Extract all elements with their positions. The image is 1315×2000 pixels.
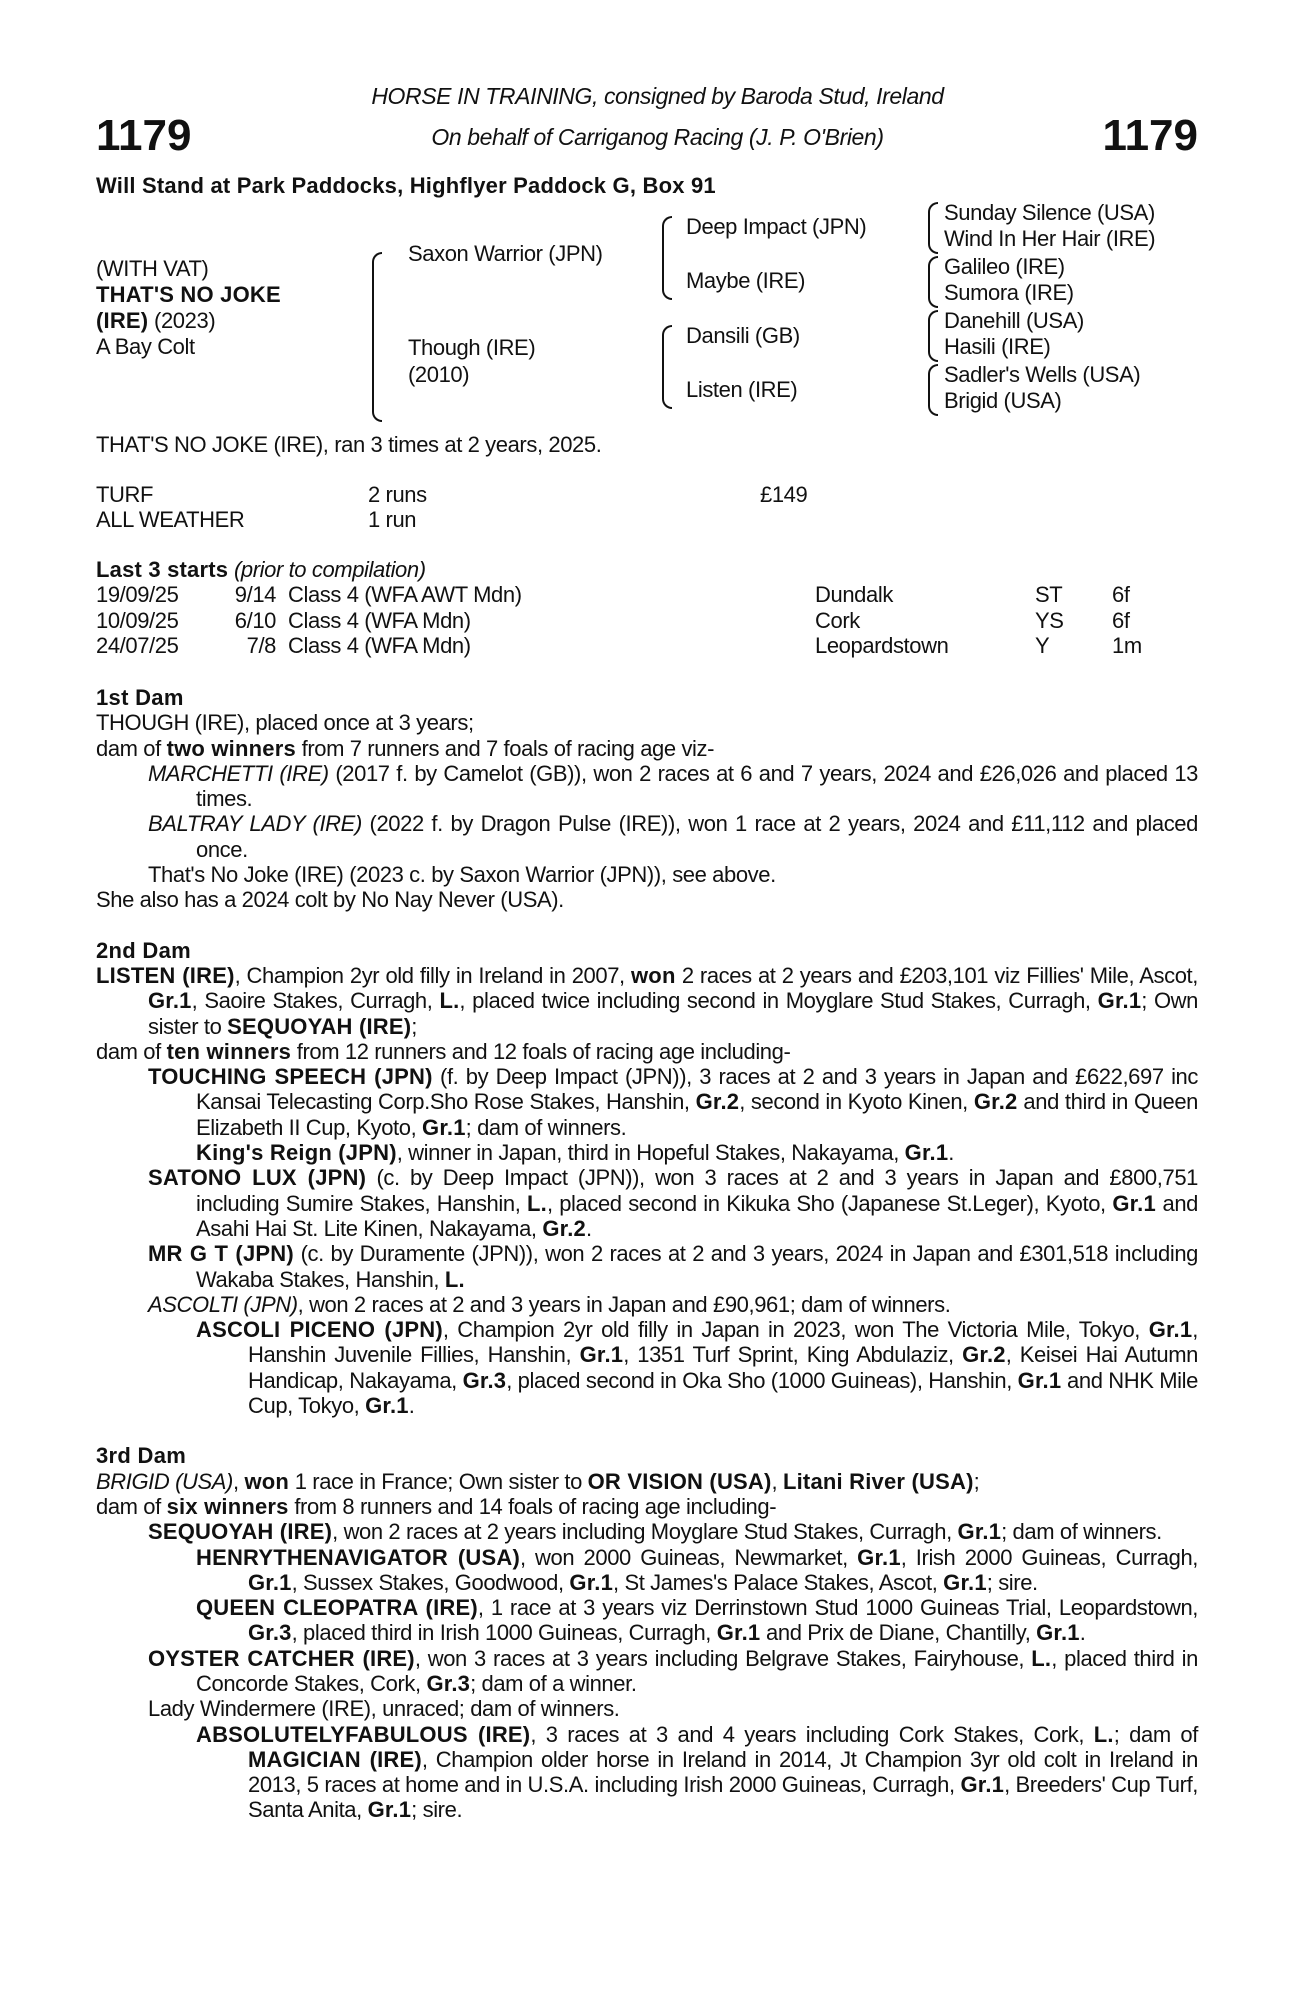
bold-text: ABSOLUTELYFABULOUS (IRE) bbox=[196, 1721, 531, 1747]
lot-number-right: 1179 bbox=[1102, 111, 1198, 160]
bold-text: OYSTER CATCHER (IRE) bbox=[148, 1645, 415, 1671]
bold-text: L. bbox=[526, 1190, 547, 1216]
bold-text: Gr.1 bbox=[1112, 1190, 1156, 1216]
bold-text: Gr.1 bbox=[569, 1569, 614, 1595]
text: , Champion 2yr old filly in Japan in 2023, won The Victoria Mile, Tokyo, bbox=[442, 1317, 1149, 1343]
section-title: 1st Dam bbox=[96, 685, 184, 710]
italic-text: BRIGID (USA) bbox=[96, 1468, 233, 1494]
bold-text: L. bbox=[1031, 1645, 1052, 1671]
ggs: Hasili (IRE) bbox=[944, 334, 1051, 359]
text: , Saoire Stakes, Curragh, bbox=[191, 988, 440, 1014]
pedigree-brace bbox=[928, 364, 938, 416]
bold-text: two winners bbox=[166, 735, 296, 761]
text: ; dam of bbox=[1113, 1721, 1198, 1747]
start-going: ST bbox=[1035, 582, 1063, 607]
entry bbox=[196, 1317, 1198, 1418]
text: and NHK Mile Cup, Tokyo, bbox=[248, 1367, 1198, 1419]
bold-text: SEQUOYAH (IRE) bbox=[227, 1013, 412, 1039]
text: . bbox=[1079, 1620, 1086, 1646]
bold-text: won bbox=[631, 962, 676, 988]
bold-text: Gr.3 bbox=[426, 1670, 471, 1696]
runs: 1 run bbox=[368, 507, 417, 532]
text: , St James's Palace Stakes, Ascot, bbox=[613, 1569, 944, 1595]
text: (c. by Duramente (JPN)), won 2 races at 2 and 3 years, 2024 in Japan and £301,518 including Wakaba Stakes, Hanshin, bbox=[196, 1241, 1199, 1292]
bold-text: Gr.2 bbox=[962, 1342, 1006, 1368]
pedigree-brace bbox=[928, 256, 938, 308]
sire-sire: Deep Impact (JPN) bbox=[686, 214, 867, 239]
ggs: Wind In Her Hair (IRE) bbox=[944, 226, 1156, 251]
text: That's No Joke (IRE) (2023 c. by Saxon Warrior (JPN)), see above. bbox=[148, 862, 776, 888]
dam-sire: Dansili (GB) bbox=[686, 323, 800, 348]
horse-name: THAT'S NO JOKE bbox=[96, 282, 281, 307]
start-dist: 1m bbox=[1112, 633, 1142, 658]
text: , won 3 races at 3 years including Belgrave Stakes, Fairyhouse, bbox=[414, 1645, 1032, 1671]
text: 2 races at 2 years and £203,101 viz Fillies' Mile, Ascot, bbox=[675, 962, 1198, 988]
bold-text: QUEEN CLEOPATRA (IRE) bbox=[196, 1595, 478, 1621]
start-course: Leopardstown bbox=[815, 633, 949, 658]
start-going: Y bbox=[1035, 633, 1050, 658]
dam-year: (2010) bbox=[408, 362, 470, 387]
ggs: Sunday Silence (USA) bbox=[944, 200, 1155, 225]
text: ; bbox=[411, 1013, 417, 1039]
surface: ALL WEATHER bbox=[96, 507, 245, 532]
text: , placed second in Oka Sho (1000 Guineas), Hanshin, bbox=[506, 1367, 1018, 1393]
pedigree-brace bbox=[662, 216, 672, 300]
text: ; Own sister to bbox=[148, 988, 1198, 1039]
entry bbox=[148, 1165, 1198, 1241]
text: , won 2 races at 2 years including Moyglare Stud Stakes, Curragh, bbox=[332, 1519, 958, 1545]
text: from 12 runners and 12 foals of racing age including- bbox=[291, 1038, 791, 1064]
start-course: Cork bbox=[815, 607, 860, 633]
italic-text: BALTRAY LADY (IRE) bbox=[148, 811, 362, 837]
pedigree-notes bbox=[96, 685, 1198, 1823]
horse-origin-year bbox=[96, 308, 215, 334]
text: ; sire. bbox=[411, 1797, 463, 1823]
text: ; dam of winners. bbox=[1001, 1519, 1162, 1545]
dam: Though (IRE) bbox=[408, 335, 536, 360]
bold-text: Gr.1 bbox=[1097, 988, 1142, 1014]
text: , won 2 races at 2 and 3 years in Japan and £90,961; dam of winners. bbox=[297, 1291, 951, 1317]
entry bbox=[148, 1646, 1198, 1697]
start-going: YS bbox=[1035, 607, 1064, 633]
bold-text: Gr.1 bbox=[1036, 1620, 1080, 1646]
bold-text: OR VISION (USA) bbox=[587, 1468, 772, 1494]
entry bbox=[148, 761, 1198, 812]
bold-text: Gr.1 bbox=[960, 1772, 1005, 1798]
bold-text: Gr.1 bbox=[367, 1797, 412, 1823]
bold-text: Gr.1 bbox=[1148, 1317, 1193, 1343]
text: THOUGH (IRE), placed once at 3 years; bbox=[96, 710, 474, 736]
entry bbox=[96, 710, 1198, 735]
sire: Saxon Warrior (JPN) bbox=[408, 241, 603, 266]
entry bbox=[96, 1469, 1198, 1494]
text: . bbox=[408, 1393, 415, 1419]
text: , winner in Japan, third in Hopeful Stakes, Nakayama, bbox=[396, 1140, 905, 1166]
text: , Keisei Hai Autumn Handicap, Nakayama, bbox=[248, 1342, 1198, 1393]
text: (f. by Deep Impact (JPN)), 3 races at 2 and 3 years in Japan and £622,697 inc Kansai Telecasting Corp.Sho Rose Stakes, Hanshin, bbox=[196, 1064, 1198, 1115]
on-behalf-line: On behalf of Carriganog Racing (J. P. O'Brien) bbox=[431, 124, 884, 150]
text: , placed second in Kikuka Sho (Japanese St.Leger), Kyoto, bbox=[546, 1190, 1113, 1216]
surface: TURF bbox=[96, 482, 154, 507]
text: , Hanshin Juvenile Fillies, Hanshin, bbox=[248, 1317, 1199, 1368]
bold-text: six winners bbox=[166, 1493, 289, 1519]
text: , placed third in Concorde Stakes, Cork, bbox=[196, 1645, 1198, 1696]
runs: 2 runs bbox=[368, 482, 427, 507]
text: ; dam of winners. bbox=[465, 1114, 627, 1140]
entry bbox=[96, 1039, 1198, 1064]
text: , bbox=[233, 1468, 245, 1494]
start-dist: 6f bbox=[1112, 582, 1130, 607]
pedigree-brace bbox=[928, 202, 938, 254]
text: , Irish 2000 Guineas, Curragh, bbox=[900, 1544, 1198, 1570]
bold-text: Litani River (USA) bbox=[782, 1468, 974, 1494]
stand-location: Will Stand at Park Paddocks, Highflyer Paddock G, Box 91 bbox=[96, 173, 716, 198]
entry bbox=[148, 811, 1198, 862]
bold-text: L. bbox=[439, 988, 460, 1014]
bold-text: Gr.2 bbox=[695, 1089, 740, 1115]
text: , 3 races at 3 and 4 years including Cork Stakes, Cork, bbox=[530, 1721, 1094, 1747]
text: ; sire. bbox=[986, 1569, 1038, 1595]
start-date: 24/07/25 bbox=[96, 633, 179, 658]
bold-text: Gr.3 bbox=[248, 1620, 292, 1646]
bold-text: Gr.1 bbox=[957, 1519, 1002, 1545]
pedigree-brace bbox=[662, 325, 672, 409]
bold-text: Gr.1 bbox=[248, 1569, 292, 1595]
bold-text: Gr.1 bbox=[579, 1342, 624, 1368]
text: ; dam of a winner. bbox=[470, 1670, 637, 1696]
text: , 1 race at 3 years viz Derrinstown Stud 1000 Guineas Trial, Leopardstown, bbox=[477, 1595, 1198, 1621]
dam-dam: Listen (IRE) bbox=[686, 377, 798, 402]
text: and Asahi Hai St. Lite Kinen, Nakayama, bbox=[196, 1190, 1198, 1241]
pedigree-brace bbox=[928, 310, 938, 362]
entry bbox=[96, 887, 1198, 912]
italic-text: MARCHETTI (IRE) bbox=[148, 760, 329, 786]
text: , Breeders' Cup Turf, Santa Anita, bbox=[248, 1772, 1198, 1823]
horse-description: A Bay Colt bbox=[96, 334, 195, 359]
entry bbox=[148, 1064, 1198, 1140]
race-record-summary: THAT'S NO JOKE (IRE), ran 3 times at 2 years, 2025. bbox=[96, 432, 602, 457]
bold-text: Gr.3 bbox=[462, 1367, 507, 1393]
text: . bbox=[948, 1140, 954, 1166]
start-date: 10/09/25 bbox=[96, 607, 179, 633]
text: 1 race in France; Own sister to bbox=[289, 1468, 588, 1494]
bold-text: SATONO LUX (JPN) bbox=[148, 1165, 367, 1191]
entry bbox=[96, 1494, 1198, 1519]
entry bbox=[196, 1545, 1198, 1596]
text: Lady Windermere (IRE), unraced; dam of winners. bbox=[148, 1696, 620, 1722]
entry bbox=[148, 1292, 1198, 1317]
entry bbox=[148, 1519, 1198, 1544]
horse-suffix: (IRE) bbox=[96, 308, 149, 333]
vat-label: (WITH VAT) bbox=[96, 256, 209, 281]
last-starts-note: (prior to compilation) bbox=[233, 557, 426, 582]
bold-text: MR G T (JPN) bbox=[148, 1241, 294, 1267]
text: . bbox=[585, 1215, 592, 1241]
start-course: Dundalk bbox=[815, 582, 893, 607]
ggs: Danehill (USA) bbox=[944, 308, 1084, 333]
start-dist: 6f bbox=[1112, 607, 1130, 633]
horse-year: (2023) bbox=[154, 308, 216, 333]
text: , 1351 Turf Sprint, King Abdulaziz, bbox=[623, 1342, 963, 1368]
text: , Champion 2yr old filly in Ireland in 2007, bbox=[234, 962, 631, 988]
text: and third in Queen Elizabeth II Cup, Kyoto, bbox=[196, 1089, 1198, 1140]
ggs: Galileo (IRE) bbox=[944, 254, 1065, 279]
bold-text: MAGICIAN (IRE) bbox=[248, 1746, 422, 1772]
bold-text: HENRYTHENAVIGATOR (USA) bbox=[196, 1544, 520, 1570]
bold-text: Gr.1 bbox=[857, 1544, 901, 1570]
bold-text: ASCOLI PICENO (JPN) bbox=[196, 1317, 443, 1343]
start-pos: 7/8 bbox=[246, 633, 276, 658]
start-date: 19/09/25 bbox=[96, 582, 179, 607]
bold-text: LISTEN (IRE) bbox=[96, 962, 235, 988]
sire-dam: Maybe (IRE) bbox=[686, 268, 806, 293]
text: and Prix de Diane, Chantilly, bbox=[760, 1620, 1037, 1646]
bold-text: Gr.1 bbox=[904, 1140, 949, 1166]
last-starts-title: Last 3 starts bbox=[96, 557, 229, 582]
entry bbox=[96, 963, 1198, 1039]
text: (c. by Deep Impact (JPN)), won 3 races at 2 and 3 years in Japan and £800,751 including Sumire Stakes, Hanshin, bbox=[196, 1165, 1198, 1216]
text: , second in Kyoto Kinen, bbox=[739, 1089, 974, 1115]
entry bbox=[148, 862, 1198, 887]
entry bbox=[196, 1140, 1198, 1165]
bold-text: King's Reign (JPN) bbox=[196, 1140, 397, 1166]
section-title: 3rd Dam bbox=[96, 1443, 187, 1469]
bold-text: Gr.1 bbox=[148, 988, 192, 1014]
bold-text: SEQUOYAH (IRE) bbox=[148, 1519, 333, 1545]
start-pos: 6/10 bbox=[234, 607, 276, 633]
text: , bbox=[771, 1468, 783, 1494]
ggs: Sadler's Wells (USA) bbox=[944, 362, 1141, 387]
text: (2022 f. by Dragon Pulse (IRE)), won 1 race at 2 years, 2024 and £11,112 and placed once. bbox=[196, 811, 1198, 862]
bold-text: Gr.1 bbox=[1017, 1367, 1062, 1393]
text: , placed third in Irish 1000 Guineas, Curragh, bbox=[291, 1620, 717, 1646]
text: from 8 runners and 14 foals of racing age including- bbox=[288, 1493, 777, 1519]
pedigree-brace bbox=[372, 252, 382, 422]
text: , won 2000 Guineas, Newmarket, bbox=[519, 1544, 858, 1570]
text: dam of bbox=[96, 1493, 167, 1519]
consignor-line: HORSE IN TRAINING, consigned by Baroda Stud, Ireland bbox=[371, 83, 944, 109]
lot-number-left: 1179 bbox=[96, 111, 192, 160]
bold-text: Gr.1 bbox=[365, 1393, 409, 1419]
text: , Champion older horse in Ireland in 2014, Jt Champion 3yr old colt in Ireland in 2013, 5 races at home and in U.S.A. including Irish 2000 Guineas, Curragh, bbox=[248, 1746, 1199, 1798]
bold-text: L. bbox=[1093, 1721, 1114, 1747]
text: dam of bbox=[96, 1038, 167, 1064]
start-race: Class 4 (WFA Mdn) bbox=[288, 607, 471, 633]
text: , Sussex Stakes, Goodwood, bbox=[291, 1569, 570, 1595]
last-starts-heading bbox=[96, 557, 426, 583]
start-race: Class 4 (WFA AWT Mdn) bbox=[288, 582, 522, 607]
text: dam of bbox=[96, 735, 167, 761]
entry bbox=[148, 1696, 1198, 1721]
entry bbox=[96, 736, 1198, 761]
bold-text: Gr.2 bbox=[542, 1215, 586, 1241]
text: (2017 f. by Camelot (GB)), won 2 races at 6 and 7 years, 2024 and £26,026 and placed 13 times. bbox=[196, 760, 1198, 812]
entry bbox=[196, 1595, 1198, 1646]
section-title: 2nd Dam bbox=[96, 937, 192, 963]
bold-text: L. bbox=[444, 1266, 465, 1292]
bold-text: Gr.2 bbox=[973, 1089, 1018, 1115]
start-pos: 9/14 bbox=[234, 582, 276, 607]
bold-text: Gr.1 bbox=[716, 1620, 761, 1646]
bold-text: won bbox=[244, 1468, 290, 1494]
ggs: Brigid (USA) bbox=[944, 388, 1062, 413]
bold-text: ten winners bbox=[166, 1038, 292, 1064]
prize: £149 bbox=[760, 482, 808, 507]
text: She also has a 2024 colt by No Nay Never (USA). bbox=[96, 887, 564, 913]
bold-text: Gr.1 bbox=[943, 1569, 987, 1595]
bold-text: TOUCHING SPEECH (JPN) bbox=[148, 1064, 433, 1090]
start-race: Class 4 (WFA Mdn) bbox=[288, 633, 471, 658]
entry bbox=[148, 1241, 1198, 1292]
ggs: Sumora (IRE) bbox=[944, 280, 1074, 305]
text: , placed twice including second in Moyglare Stud Stakes, Curragh, bbox=[459, 988, 1098, 1014]
bold-text: Gr.1 bbox=[422, 1114, 466, 1140]
text: from 7 runners and 7 foals of racing age viz- bbox=[295, 735, 715, 761]
italic-text: ASCOLTI (JPN) bbox=[148, 1291, 298, 1317]
text: ; bbox=[973, 1468, 980, 1494]
entry bbox=[196, 1722, 1198, 1823]
